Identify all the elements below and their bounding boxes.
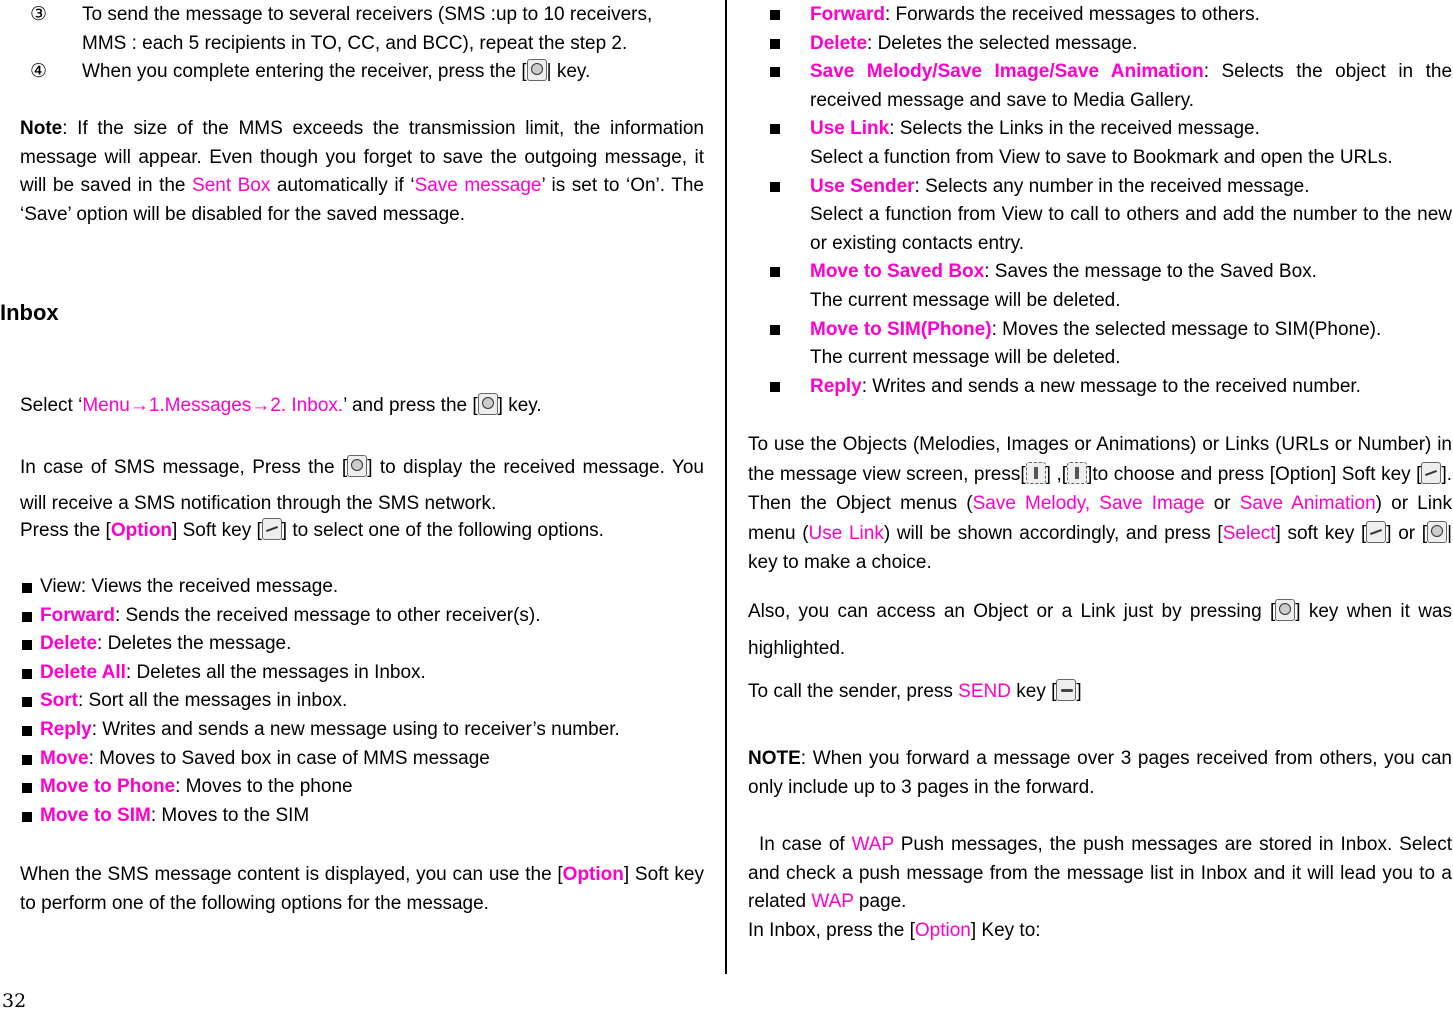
sent-box-term: Sent Box (192, 175, 271, 197)
option-extra: Select a function from View to save to Bookmark and open the URLs. (810, 146, 1393, 168)
wap-paragraph (748, 831, 1452, 917)
option-desc: : Deletes the selected message. (867, 32, 1138, 54)
option-extra: The current message will be deleted. (810, 347, 1121, 369)
bullet-icon (770, 39, 780, 49)
list-item (748, 115, 1452, 172)
call-text: ] (1076, 681, 1082, 702)
option-name: Move to Phone (40, 776, 176, 798)
bullet-icon (22, 697, 32, 707)
bullet-icon (22, 783, 32, 793)
select-text: ] key. (497, 395, 542, 416)
send-key-icon (1056, 679, 1076, 701)
bullet-icon (22, 755, 32, 765)
wap-term: WAP (851, 834, 894, 855)
sms-text: In case of SMS message, Press the [ (20, 457, 348, 478)
option-term: Option (562, 864, 624, 885)
objects-paragraph (748, 430, 1452, 578)
option-name: Use Sender (810, 175, 915, 197)
option-desc: : Views the received message. (80, 576, 339, 597)
option-name: Delete All (40, 661, 126, 683)
note-text: : If the size of the MMS exceeds the transmission limit, the information message will appear. Even though you forget to save the outgoing message, it will be saved in the (20, 118, 704, 197)
option-term: Option (914, 920, 971, 941)
soft-key-icon (1421, 462, 1441, 484)
bullet-icon (22, 640, 32, 650)
note-text: automatically if ‘ (270, 175, 415, 197)
menu-path: Menu→1.Messages→2. Inbox. (82, 395, 344, 416)
press-text: ] Soft key [ (172, 520, 262, 541)
option-name: Delete (810, 32, 868, 54)
objects-text: To use the Objects (Melodies, Images or Animations) or Links (URLs or Number) in the message view screen, press[ (748, 434, 1452, 485)
inbox-line-text: In Inbox, press the [ (748, 920, 915, 941)
bullet-icon (770, 325, 780, 335)
objects-text: ]to choose and press [Option] Soft key [ (1087, 463, 1422, 485)
bullet-icon (770, 182, 780, 192)
step-3 (20, 1, 704, 58)
list-item (20, 573, 704, 602)
content-text: ] Soft key to perform one of the following options for the message. (20, 864, 705, 914)
option-desc: : Sort all the messages in inbox. (78, 690, 348, 712)
soft-key-icon (1366, 521, 1386, 543)
objects-text: ] or [ (1386, 522, 1428, 544)
select-text: Select ‘ (20, 395, 83, 416)
access-text: ] key when it was highlighted. (748, 601, 1452, 659)
soft-key-icon (262, 518, 282, 540)
save-animation-term: Save Animation (1239, 493, 1376, 514)
option-desc: : Selects the object in the received message and save to Media Gallery. (810, 61, 1453, 111)
objects-text: or (1204, 493, 1240, 514)
list-item (20, 602, 704, 631)
call-line (748, 678, 1452, 707)
option-name: Move to Saved Box (810, 261, 985, 283)
bullet-icon (22, 812, 32, 822)
list-item (20, 659, 704, 688)
save-options-term: Save Melody, Save Image (972, 493, 1205, 514)
option-desc: : Forwards the received messages to others. (884, 4, 1260, 25)
option-name: View (40, 576, 81, 597)
option-name: Sort (40, 690, 78, 712)
note-label: NOTE (748, 748, 801, 769)
step-text: When you complete entering the receiver, press the [ (82, 61, 527, 83)
step-marker: ④ (30, 61, 48, 83)
step-text: To send the message to several receivers (SMS :up to 10 receivers, (82, 4, 653, 25)
list-item (20, 773, 704, 802)
list-item (748, 58, 1452, 115)
step-text: | key. (546, 61, 591, 83)
ok-key-icon (1427, 521, 1447, 543)
access-text: Also, you can access an Object or a Link just by pressing [ (748, 601, 1276, 622)
list-item (748, 30, 1452, 59)
list-item (748, 173, 1452, 259)
option-name: Reply (40, 718, 92, 740)
option-extra: Select a function from View to call to others and add the number to the new or existing contacts entry. (810, 204, 1452, 254)
ok-key-icon (347, 455, 367, 477)
inbox-options-list (20, 573, 704, 830)
objects-text: | key to make a choice. (748, 522, 1453, 573)
bullet-icon (22, 726, 32, 736)
list-item (748, 373, 1452, 402)
option-name: Forward (40, 604, 115, 626)
objects-text: ]. Then the Object menus ( (748, 463, 1453, 514)
access-paragraph (748, 593, 1452, 667)
bullet-icon (22, 669, 32, 679)
ok-key-icon (527, 59, 547, 81)
bullet-icon (22, 583, 32, 593)
option-name: Save Melody/Save Image/Save Animation (810, 61, 1204, 83)
save-message-term: Save message (414, 175, 542, 197)
list-item (748, 1, 1452, 30)
ok-key-icon (1275, 599, 1295, 621)
wap-text: In case of (759, 834, 852, 855)
column-divider (725, 0, 727, 974)
ok-key-icon (478, 393, 498, 415)
sms-paragraph (20, 450, 704, 522)
bullet-icon (770, 382, 780, 392)
option-desc: : Saves the message to the Saved Box. (984, 261, 1317, 283)
note-paragraph (748, 745, 1452, 802)
wap-text: Push messages, the push messages are stored in Inbox. Select and check a push message from the message list in Inbox and it will lead you to a related (748, 834, 1452, 913)
list-item (748, 316, 1452, 373)
step-text: MMS : each 5 recipients in TO, CC, and BCC), repeat the step 2. (82, 32, 628, 54)
option-desc: : Deletes all the messages in Inbox. (125, 661, 426, 683)
wap-text: page. (853, 891, 907, 913)
option-name: Delete (40, 633, 98, 655)
option-desc: : Moves to the SIM (150, 804, 310, 826)
bullet-icon (770, 267, 780, 277)
option-desc: : Moves the selected message to SIM(Phone). (991, 318, 1382, 340)
note-text: : When you forward a message over 3 pages received from others, you can only include up to 3 pages in the forward. (748, 748, 1452, 798)
wap-term: WAP (811, 891, 854, 913)
list-item (20, 630, 704, 659)
select-text: ’ and press the [ (343, 395, 478, 416)
inbox-option-line (748, 917, 1452, 946)
bullet-icon (770, 10, 780, 20)
select-line (20, 392, 704, 421)
step-marker: ③ (30, 4, 48, 25)
sms-text: ] to display the received message. You will receive a SMS notification through the SMS network. (20, 457, 704, 514)
steps-list (20, 1, 704, 87)
content-paragraph (20, 861, 704, 918)
list-item (748, 258, 1452, 315)
option-desc: : Moves to the phone (175, 776, 353, 798)
message-options-list (748, 1, 1452, 401)
nav-up-key-icon (1026, 462, 1046, 484)
press-option-line (20, 517, 704, 546)
option-name: Use Link (810, 118, 890, 140)
use-link-term: Use Link (808, 522, 884, 544)
option-name: Forward (810, 4, 885, 25)
objects-text: ] ,[ (1045, 463, 1068, 485)
option-desc: : Deletes the message. (97, 633, 292, 655)
note-label: Note (20, 118, 63, 139)
note-text: ’ is set to ‘On’. The ‘Save’ option will be disabled for the saved message. (20, 175, 704, 225)
option-name: Move (40, 747, 89, 769)
option-desc: : Moves to Saved box in case of MMS message (88, 747, 490, 769)
option-desc: : Selects the Links in the received message. (889, 118, 1260, 140)
press-text: Press the [ (20, 520, 111, 541)
option-name: Move to SIM (40, 804, 151, 826)
inbox-heading: Inbox (0, 300, 59, 325)
bullet-icon (770, 67, 780, 77)
objects-text: ] soft key [ (1275, 522, 1367, 544)
option-term: Option (110, 520, 173, 541)
inbox-line-text: ] Key to: (970, 920, 1041, 941)
list-item (20, 802, 704, 831)
press-text: ] to select one of the following options. (281, 520, 604, 541)
option-desc: : Sends the received message to other receiver(s). (114, 604, 541, 626)
select-term: Select (1222, 522, 1276, 544)
bullet-icon (22, 612, 32, 622)
call-text: To call the sender, press (748, 681, 959, 702)
list-item (20, 687, 704, 716)
call-text: key [ (1010, 681, 1057, 702)
objects-text: ) will be shown accordingly, and press [ (883, 522, 1223, 544)
option-name: Reply (810, 375, 862, 397)
step-4 (20, 58, 704, 87)
option-desc: : Writes and sends a new message to the received number. (861, 375, 1361, 397)
objects-text: ) or Link menu ( (748, 493, 1453, 544)
content-text: When the SMS message content is displayed, you can use the [ (20, 864, 563, 885)
page-number: 32 (2, 990, 27, 1012)
option-name: Move to SIM(Phone) (810, 318, 992, 340)
list-item (20, 716, 704, 745)
note-paragraph (20, 115, 704, 229)
option-desc: : Selects any number in the received message. (914, 175, 1310, 197)
option-desc: : Writes and sends a new message using to receiver’s number. (91, 718, 620, 740)
option-extra: The current message will be deleted. (810, 289, 1121, 311)
nav-down-key-icon (1067, 462, 1087, 484)
send-term: SEND (958, 681, 1011, 702)
bullet-icon (770, 124, 780, 134)
list-item (20, 745, 704, 774)
